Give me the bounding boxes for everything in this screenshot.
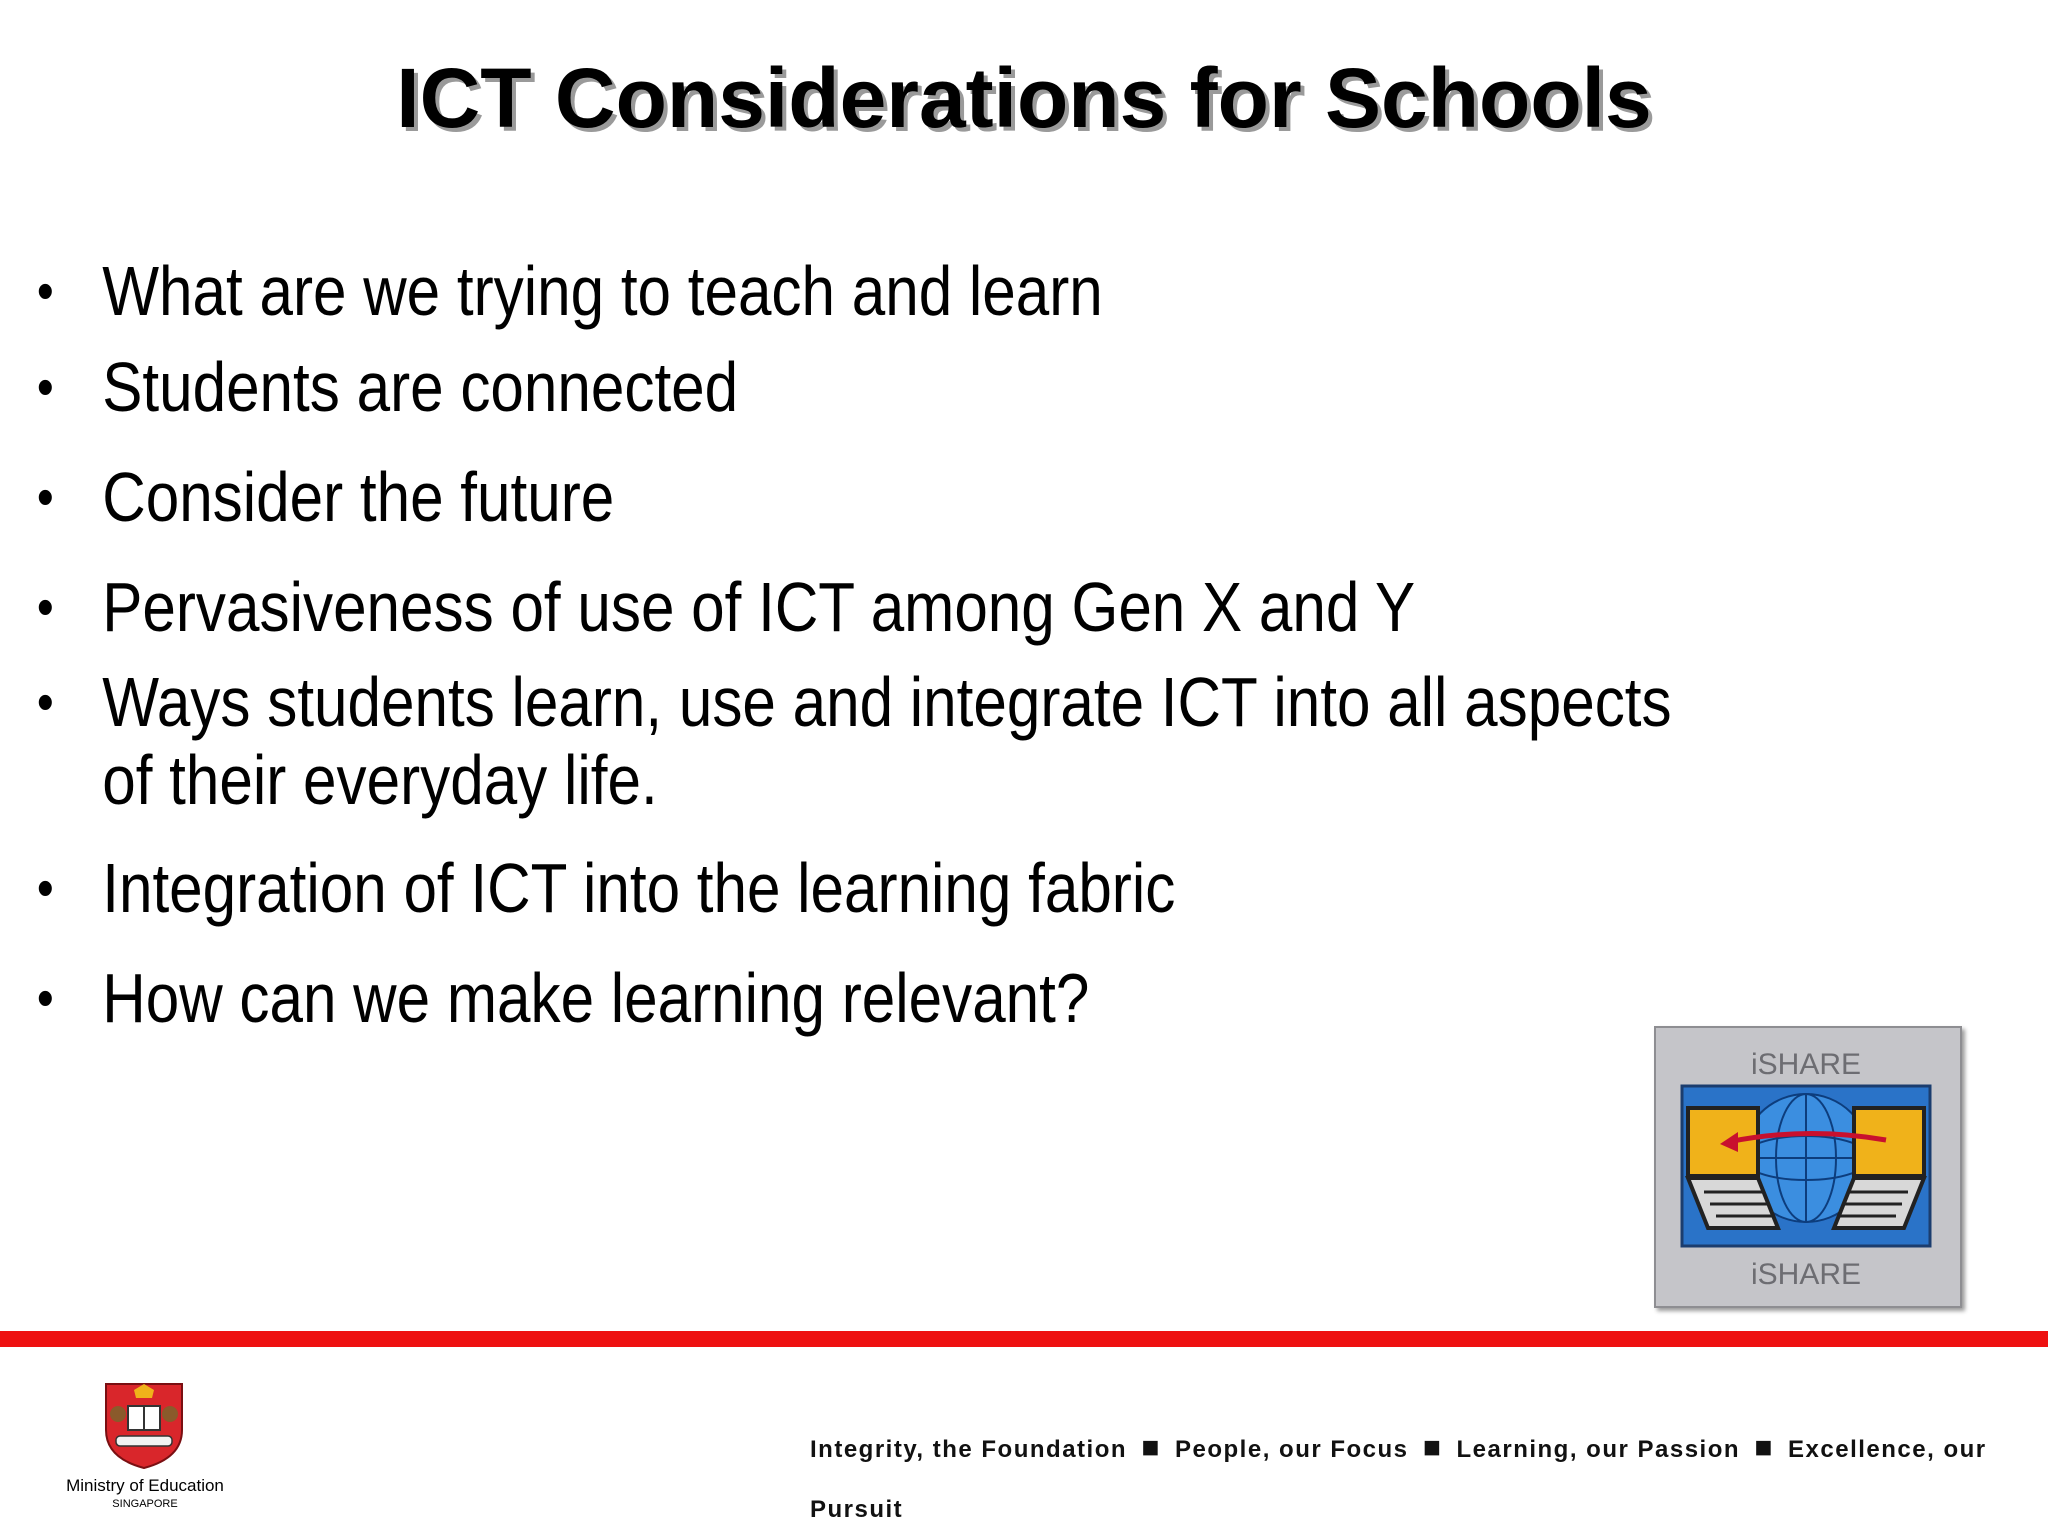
motto-separator-icon: ■ bbox=[1422, 1431, 1443, 1464]
svg-text:iSHARE: iSHARE bbox=[1750, 1048, 1862, 1081]
bullet-text: Consider the future bbox=[102, 458, 615, 536]
bullet-dot-icon: • bbox=[36, 465, 54, 528]
bullet-dot-icon: • bbox=[36, 966, 54, 1029]
motto-separator-icon: ■ bbox=[1141, 1431, 1161, 1464]
motto-part: People, our Focus bbox=[1175, 1436, 1409, 1463]
ministry-name: Ministry of Education bbox=[66, 1476, 224, 1495]
svg-text:iSHARE: iSHARE bbox=[1750, 1258, 1862, 1291]
moe-crest-icon bbox=[102, 1380, 186, 1470]
bullet-dot-icon: • bbox=[36, 575, 54, 638]
motto-separator-icon: ■ bbox=[1754, 1431, 1774, 1464]
two-laptops-globe-exchange-icon bbox=[1656, 1028, 1956, 1302]
bullet-text: Ways students learn, use and integrate ICT into all aspects of their everyday life. bbox=[102, 663, 1672, 819]
slide-title: ICT Considerations for Schools bbox=[396, 51, 1652, 145]
bullet-dot-icon: • bbox=[36, 259, 54, 322]
bullet-dot-icon: • bbox=[36, 355, 54, 418]
ministry-country: SINGAPORE bbox=[112, 1498, 178, 1510]
motto-tagline bbox=[810, 1418, 2010, 1540]
ishare-logo bbox=[1654, 1026, 1962, 1308]
bullet-text: Pervasiveness of use of ICT among Gen X and Y bbox=[102, 568, 1416, 646]
bullet-text: How can we make learning relevant? bbox=[102, 959, 1090, 1037]
bullet-dot-icon: • bbox=[36, 856, 54, 919]
bullet-text: Integration of ICT into the learning fabric bbox=[102, 849, 1176, 927]
footer-divider bbox=[0, 1331, 2048, 1347]
motto-part: Integrity, the Foundation bbox=[810, 1436, 1128, 1463]
bullet-text: Students are connected bbox=[102, 348, 739, 426]
bullet-text: What are we trying to teach and learn bbox=[102, 252, 1103, 330]
motto-part: Excellence, our Pursuit bbox=[810, 1436, 1987, 1523]
motto-part: Learning, our Passion bbox=[1456, 1436, 1741, 1463]
bullet-dot-icon: • bbox=[36, 670, 54, 733]
